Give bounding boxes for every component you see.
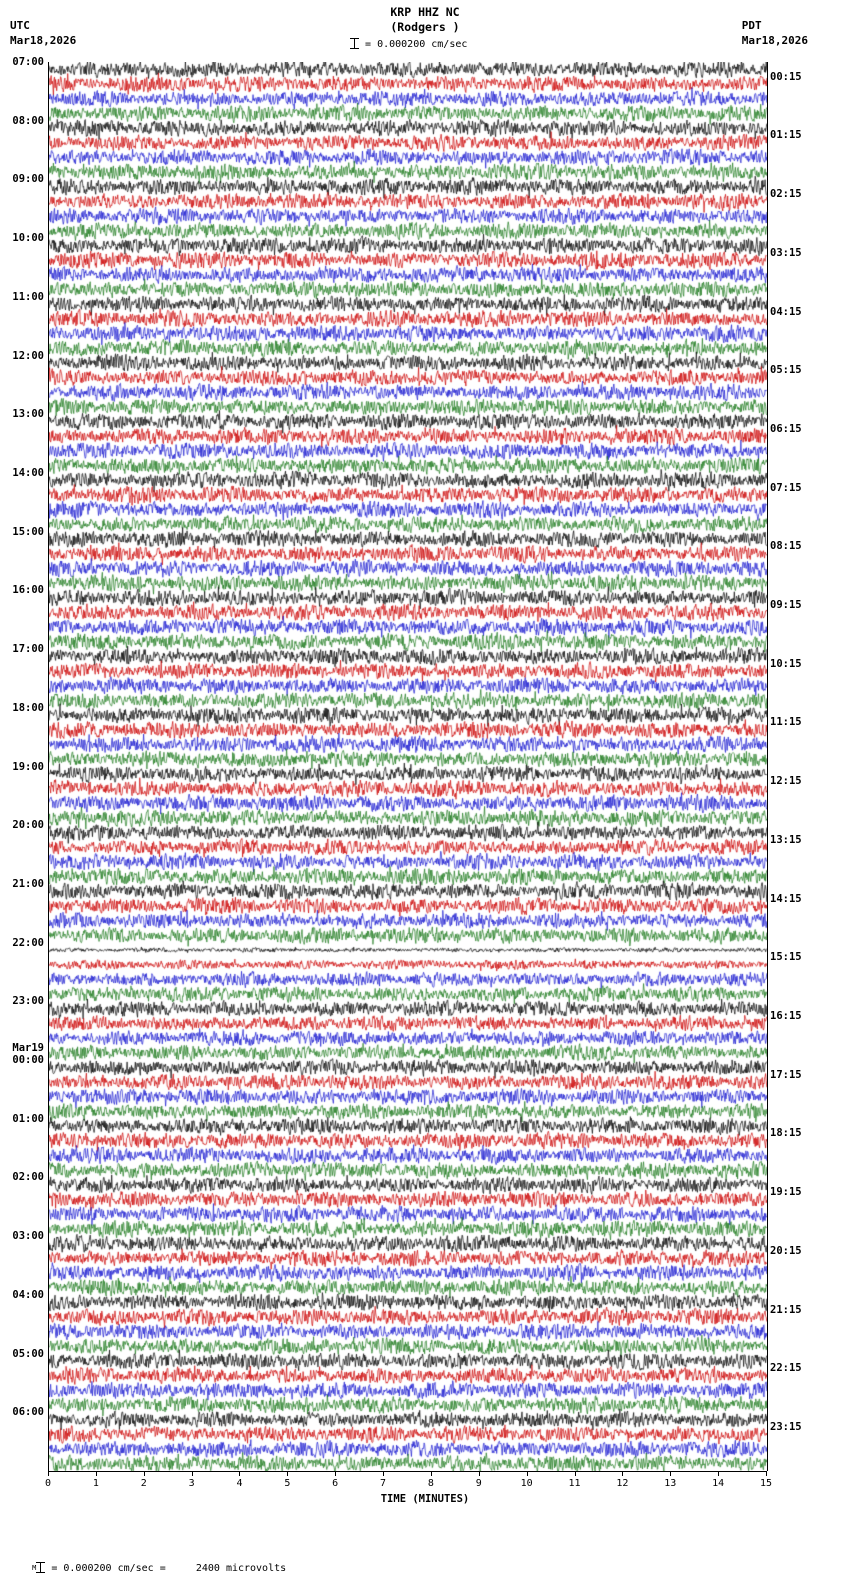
left-time-label: 17:00 xyxy=(12,643,44,656)
x-tick-label: 13 xyxy=(664,1478,677,1489)
right-time-label: 23:15 xyxy=(770,1420,802,1433)
left-timezone: UTC xyxy=(10,19,30,32)
station-line: KRP HHZ NC xyxy=(390,5,460,19)
footer-scale-bar-icon xyxy=(36,1562,45,1573)
x-tick-label: 10 xyxy=(520,1478,533,1489)
x-tick-label: 12 xyxy=(616,1478,629,1489)
right-time-label: 16:15 xyxy=(770,1010,802,1022)
footer-scale xyxy=(8,1551,286,1585)
x-tick xyxy=(287,1471,288,1476)
right-time-label: 19:15 xyxy=(770,1186,802,1199)
header-left xyxy=(10,18,76,48)
left-time-label: 18:00 xyxy=(12,701,44,714)
x-tick-label: 14 xyxy=(712,1478,725,1489)
x-tick xyxy=(383,1471,384,1476)
x-tick-label: 3 xyxy=(188,1478,195,1489)
left-time-label: 14:00 xyxy=(12,466,44,479)
x-tick-label: 7 xyxy=(380,1478,387,1489)
left-time-label: 08:00 xyxy=(12,114,44,127)
right-time-label: 21:15 xyxy=(770,1303,802,1316)
x-tick xyxy=(766,1471,767,1476)
right-date: Mar18,2026 xyxy=(741,34,808,47)
footer-prefix: M xyxy=(32,1564,37,1572)
left-time-label: 13:00 xyxy=(12,408,44,421)
x-tick-label: 4 xyxy=(236,1478,243,1489)
left-time-label: 20:00 xyxy=(12,819,44,832)
footer-text: = 0.000200 cm/sec = 2400 microvolts xyxy=(51,1563,287,1574)
right-time-label: 13:15 xyxy=(770,833,802,846)
left-time-label: 03:00 xyxy=(12,1230,44,1243)
x-tick-label: 8 xyxy=(427,1478,434,1489)
right-time-label: 09:15 xyxy=(770,599,802,612)
right-time-label: 02:15 xyxy=(770,188,802,201)
right-time-label: 15:15 xyxy=(770,951,802,964)
scale-indicator xyxy=(350,38,467,50)
x-tick xyxy=(192,1471,193,1476)
left-time-label: 12:00 xyxy=(12,349,44,362)
right-time-label: 11:15 xyxy=(770,716,802,729)
x-tick xyxy=(48,1471,49,1476)
scale-text: = 0.000200 cm/sec xyxy=(365,39,468,50)
left-time-label: 00:00 xyxy=(12,1054,44,1067)
x-tick-label: 11 xyxy=(568,1478,581,1489)
right-time-label: 06:15 xyxy=(770,422,802,435)
left-time-label: 06:00 xyxy=(12,1406,44,1419)
right-time-label: 20:15 xyxy=(770,1244,802,1257)
trace-canvas xyxy=(49,62,767,1471)
right-time-label: 07:15 xyxy=(770,481,802,494)
x-tick-label: 2 xyxy=(140,1478,147,1489)
x-axis-line xyxy=(48,1471,766,1472)
x-tick-label: 1 xyxy=(92,1478,99,1489)
x-tick xyxy=(527,1471,528,1476)
x-tick xyxy=(670,1471,671,1476)
left-time-label: 19:00 xyxy=(12,760,44,773)
x-tick-label: 15 xyxy=(759,1478,773,1489)
left-time-label: 05:00 xyxy=(12,1347,44,1360)
right-time-label: 05:15 xyxy=(770,364,802,377)
left-time-label: 02:00 xyxy=(12,1171,44,1184)
left-time-label: 09:00 xyxy=(12,173,44,186)
header-right xyxy=(742,18,808,48)
left-time-label: 10:00 xyxy=(12,232,44,245)
x-tick-label: 9 xyxy=(475,1478,482,1489)
left-time-label: 23:00 xyxy=(12,995,44,1008)
x-tick xyxy=(718,1471,719,1476)
x-tick xyxy=(479,1471,480,1476)
x-tick xyxy=(575,1471,576,1476)
left-date: Mar18,2026 xyxy=(10,34,77,47)
right-time-label: 01:15 xyxy=(770,129,802,142)
right-time-label: 17:15 xyxy=(770,1068,802,1081)
x-tick xyxy=(431,1471,432,1476)
right-timezone: PDT xyxy=(741,19,762,32)
left-time-label: 22:00 xyxy=(12,936,44,949)
right-time-label: 00:15 xyxy=(770,70,802,83)
right-time-label: 04:15 xyxy=(770,305,802,318)
left-day-marker: Mar19 xyxy=(12,1042,44,1055)
x-axis-title: TIME (MINUTES) xyxy=(380,1493,470,1505)
station-name: (Rodgers ) xyxy=(390,20,460,34)
right-time-label: 10:15 xyxy=(770,657,802,670)
left-time-label: 07:00 xyxy=(12,56,44,68)
seismogram-plot xyxy=(48,62,768,1471)
scale-bar-icon xyxy=(350,38,359,49)
right-time-label: 14:15 xyxy=(770,892,802,905)
right-time-label: 12:15 xyxy=(770,775,802,788)
x-tick-label: 0 xyxy=(44,1478,52,1489)
x-tick xyxy=(239,1471,240,1476)
left-time-label: 01:00 xyxy=(12,1112,44,1125)
x-tick-label: 5 xyxy=(284,1478,291,1489)
left-time-label: 16:00 xyxy=(12,584,44,597)
x-tick xyxy=(144,1471,145,1476)
right-time-label: 18:15 xyxy=(770,1127,802,1140)
chart-title-block xyxy=(0,5,850,35)
left-time-label: 11:00 xyxy=(12,290,44,303)
right-time-label: 08:15 xyxy=(770,540,802,553)
right-time-label: 22:15 xyxy=(770,1362,802,1375)
left-time-label: 04:00 xyxy=(12,1288,44,1301)
x-tick-label: 6 xyxy=(332,1478,339,1489)
right-time-label: 03:15 xyxy=(770,246,802,259)
left-time-label: 21:00 xyxy=(12,877,44,890)
left-time-label: 15:00 xyxy=(12,525,44,538)
x-tick xyxy=(622,1471,623,1476)
x-tick xyxy=(335,1471,336,1476)
x-tick xyxy=(96,1471,97,1476)
